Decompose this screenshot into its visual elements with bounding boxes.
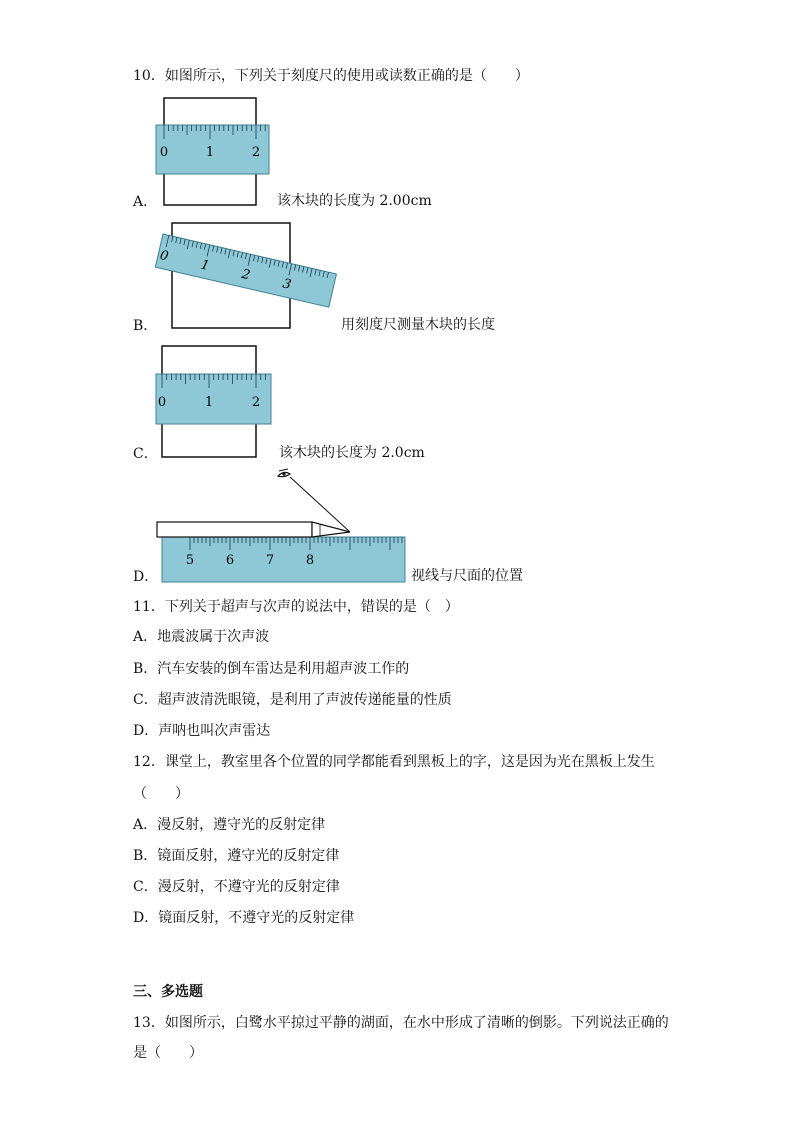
- q10-option-c-label: C．: [133, 446, 158, 462]
- ruler-diagram-b: [150, 220, 340, 332]
- tick-label: 3: [281, 276, 293, 293]
- pencil: [157, 522, 350, 537]
- tick-label: 7: [265, 553, 275, 568]
- q12-option-c: C．漫反射，不遵守光的反射定律: [133, 879, 340, 895]
- tick-label: 0: [157, 395, 167, 410]
- q10-option-a-figure: [150, 96, 275, 212]
- q10-option-c-caption: 该木块的长度为 2.0cm: [279, 445, 425, 461]
- q11-option-b: B．汽车安装的倒车雷达是利用超声波工作的: [133, 661, 410, 677]
- tick-label: 8: [305, 553, 315, 568]
- q10-option-c-figure: [150, 344, 275, 464]
- q13-stem-line2: 是（ ）: [133, 1045, 203, 1061]
- q10-option-b-caption: 用刻度尺测量木块的长度: [341, 317, 495, 333]
- q10-option-d-label: D．: [133, 569, 159, 585]
- ruler-diagram-a: [150, 96, 275, 208]
- q10-option-a-caption: 该木块的长度为 2.00cm: [277, 193, 432, 209]
- q10-option-b-label: B．: [133, 318, 158, 334]
- q12-option-b: B．镜面反射，遵守光的反射定律: [133, 848, 340, 864]
- tick-label: 1: [204, 395, 214, 410]
- q10-option-d-figure: [150, 466, 410, 588]
- tick-label: 1: [199, 257, 211, 274]
- q12-option-a: A．漫反射，遵守光的反射定律: [133, 817, 326, 833]
- q10-option-b-figure: [150, 220, 340, 336]
- q12-option-d: D．镜面反射，不遵守光的反射定律: [133, 910, 355, 926]
- tick-label: 2: [251, 145, 261, 160]
- tick-label: 6: [225, 553, 235, 568]
- ruler: [162, 537, 405, 582]
- q11-option-a: A．地震波属于次声波: [133, 629, 270, 645]
- tick-label: 0: [159, 145, 169, 160]
- q13-stem-line1: 13．如图所示，白鹭水平掠过平静的湖面，在水中形成了清晰的倒影。下列说法正确的: [133, 1015, 669, 1031]
- q11-option-d: D．声呐也叫次声雷达: [133, 723, 271, 739]
- tick-label: 2: [240, 266, 252, 284]
- q11-option-c: C．超声波清洗眼镜，是利用了声波传递能量的性质: [133, 692, 452, 708]
- q11-stem: 11．下列关于超声与次声的说法中，错误的是（ ）: [133, 599, 459, 615]
- q10-option-d-caption: 视线与尺面的位置: [411, 568, 523, 584]
- q12-stem-line1: 12．课堂上，教室里各个位置的同学都能看到黑板上的字，这是因为光在黑板上发生: [133, 754, 655, 770]
- ruler-diagram-c: [150, 344, 275, 460]
- tick-label: 0: [158, 248, 170, 265]
- q10-option-a-label: A．: [133, 194, 158, 210]
- eye-icon: [278, 469, 290, 477]
- tick-label: 1: [205, 145, 215, 160]
- section-title: 三、多选题: [133, 984, 203, 1000]
- tick-label: 2: [251, 395, 261, 410]
- q10-stem: 10．如图所示，下列关于刻度尺的使用或读数正确的是（ ）: [133, 68, 529, 84]
- tick-label: 5: [185, 553, 195, 568]
- ruler-diagram-d: [150, 466, 410, 584]
- q12-stem-line2: （ ）: [133, 786, 189, 802]
